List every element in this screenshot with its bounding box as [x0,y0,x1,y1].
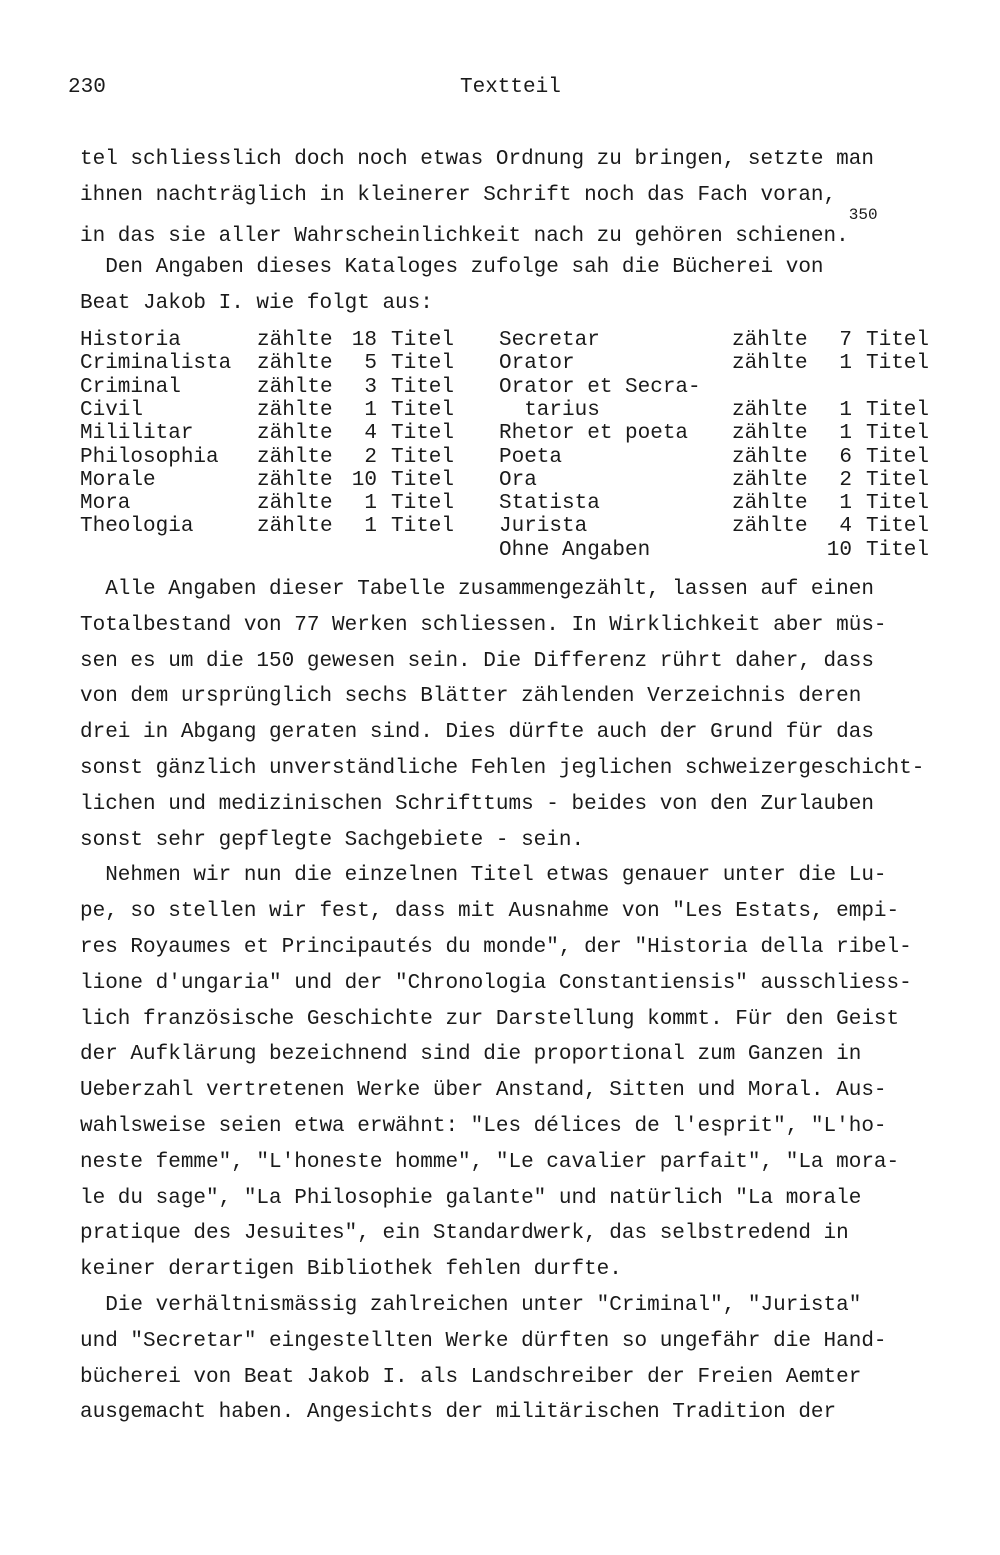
table-cell-count: 5 [364,352,377,376]
text-line: sonst sehr gepflegte Sachgebiete - sein. [80,829,585,852]
text-line: Alle Angaben dieser Tabelle zusammengezählt, lassen auf einen [80,578,874,601]
table-cell-verb: zählte [732,468,808,492]
table-cell-subject: Morale [80,468,156,492]
table-cell-subject: Orator [499,352,575,376]
table-cell-subject: Criminal [80,375,181,399]
text-line: bücherei von Beat Jakob I. als Landschreiber der Freien Aemter [80,1366,862,1389]
table-cell-unit: Titel [866,329,930,352]
table-cell-unit: Titel [391,398,455,422]
table-cell-verb: zählte [732,352,808,376]
text-line: ihnen nachträglich in kleinerer Schrift noch das Fach voran, [80,184,837,207]
table-cell-verb: zählte [257,352,333,376]
table-cell-verb: zählte [257,468,333,492]
text-line: tel schliesslich doch noch etwas Ordnung zu bringen, setzte man [80,148,874,171]
table-cell-verb: zählte [732,398,808,422]
text-line: lich französische Geschichte zur Darstellung kommt. Für den Geist [80,1008,900,1031]
text-line: pratique des Jesuites", ein Standardwerk, das selbstredend in [80,1222,849,1245]
table-cell-subject: Civil [80,398,144,422]
text-line: Den Angaben dieses Kataloges zufolge sah die Bücherei von [80,256,824,279]
text-line: von dem ursprünglich sechs Blätter zählenden Verzeichnis deren [80,685,862,708]
table-cell-subject: Secretar [499,329,600,352]
table-cell-count: 1 [839,398,852,422]
table-cell-count: 2 [839,468,852,492]
text-line: Beat Jakob I. wie folgt aus: [80,292,433,315]
table-cell-verb: zählte [257,422,333,446]
table-cell-count: 3 [364,375,377,399]
text-line: keiner derartigen Bibliothek fehlen durfte. [80,1258,622,1281]
table-cell-count: 10 [826,538,852,562]
table-cell-verb: zählte [732,492,808,516]
table-cell-unit: Titel [866,445,930,469]
table-cell-subject: Orator et Secra- [499,375,701,399]
table-cell-subject: Mora [80,492,131,516]
table-cell-unit: Titel [866,515,930,539]
table-cell-unit: Titel [391,445,455,469]
table-cell-unit: Titel [391,375,455,399]
table-cell-subject: tarius [499,398,600,422]
table-cell-subject: Statista [499,492,600,516]
table-cell-verb: zählte [732,422,808,446]
table-cell-count: 1 [364,398,377,422]
table-cell-count: 1 [839,352,852,376]
text-line: Die verhältnismässig zahlreichen unter "Criminal", "Jurista" [80,1294,862,1317]
text-line: drei in Abgang geraten sind. Dies dürfte auch der Grund für das [80,721,874,744]
text-line: ausgemacht haben. Angesichts der militärischen Tradition der [80,1401,837,1424]
table-cell-subject: Ora [499,468,537,492]
text-line: sen es um die 150 gewesen sein. Die Differenz rührt daher, dass [80,650,874,673]
table-cell-subject: Ohne Angaben [499,538,651,562]
table-cell-subject: Jurista [499,515,588,539]
table-cell-count: 1 [839,422,852,446]
table-cell-count: 1 [839,492,852,516]
table-cell-subject: Theologia [80,515,194,539]
table-cell-verb: zählte [257,492,333,516]
table-cell-count: 7 [839,329,852,352]
table-cell-subject: Criminalista [80,352,232,376]
table-cell-verb: zählte [257,515,333,539]
text-line: pe, so stellen wir fest, dass mit Ausnahme von "Les Estats, empi- [80,900,900,923]
table-cell-verb: zählte [732,445,808,469]
text-line: wahlsweise seien etwa erwähnt: "Les délices de l'esprit", "L'ho- [80,1115,887,1138]
page-number: 230 [68,76,106,99]
table-cell-count: 10 [351,468,377,492]
table-cell-subject: Mililitar [80,422,194,446]
table-cell-count: 4 [839,515,852,539]
table-cell-verb: zählte [257,375,333,399]
table-cell-unit: Titel [391,329,455,352]
text-line [80,206,878,248]
table-cell-count: 6 [839,445,852,469]
text-line: neste femme", "L'honeste homme", "Le cavalier parfait", "La mora- [80,1151,900,1174]
table-cell-unit: Titel [866,492,930,516]
table-cell-unit: Titel [391,515,455,539]
table-cell-subject: Historia [80,329,181,352]
table-cell-verb: zählte [732,329,808,352]
table-cell-count: 18 [351,329,377,352]
table-cell-unit: Titel [391,422,455,446]
table-cell-count: 1 [364,515,377,539]
text-line: der Aufklärung bezeichnend sind die proportional zum Ganzen in [80,1043,862,1066]
text-line: lione d'ungaria" und der "Chronologia Constantiensis" ausschliess- [80,972,912,995]
table-cell-verb: zählte [732,515,808,539]
table-cell-count: 1 [364,492,377,516]
text-line: Ueberzahl vertretenen Werke über Anstand, Sitten und Moral. Aus- [80,1079,887,1102]
table-cell-unit: Titel [866,422,930,446]
table-cell-unit: Titel [391,468,455,492]
table-cell-unit: Titel [866,352,930,376]
table-cell-verb: zählte [257,398,333,422]
table-cell-subject: Philosophia [80,445,219,469]
running-head: Textteil [460,76,561,99]
table-cell-unit: Titel [866,398,930,422]
text-line-content: in das sie aller Wahrscheinlichkeit nach zu gehören schienen. [80,225,849,248]
text-line: Totalbestand von 77 Werken schliessen. In Wirklichkeit aber müs- [80,614,887,637]
table-cell-unit: Titel [391,352,455,376]
table-cell-subject: Rhetor et poeta [499,422,689,446]
table-cell-unit: Titel [866,468,930,492]
text-line: res Royaumes et Principautés du monde", der "Historia della ribel- [80,936,912,959]
table-cell-verb: zählte [257,329,333,352]
footnote-reference: 350 [848,206,878,224]
text-line: le du sage", "La Philosophie galante" und natürlich "La morale [80,1187,862,1210]
table-cell-unit: Titel [391,492,455,516]
text-line: lichen und medizinischen Schrifttums - beides von den Zurlauben [80,793,874,816]
table-cell-verb: zählte [257,445,333,469]
table-cell-count: 2 [364,445,377,469]
table-cell-count: 4 [364,422,377,446]
text-line: und "Secretar" eingestellten Werke dürften so ungefähr die Hand- [80,1330,887,1353]
table-cell-subject: Poeta [499,445,563,469]
text-line: sonst gänzlich unverständliche Fehlen jeglichen schweizergeschicht- [80,757,925,780]
text-line: Nehmen wir nun die einzelnen Titel etwas genauer unter die Lu- [80,864,887,887]
table-cell-unit: Titel [866,538,930,562]
